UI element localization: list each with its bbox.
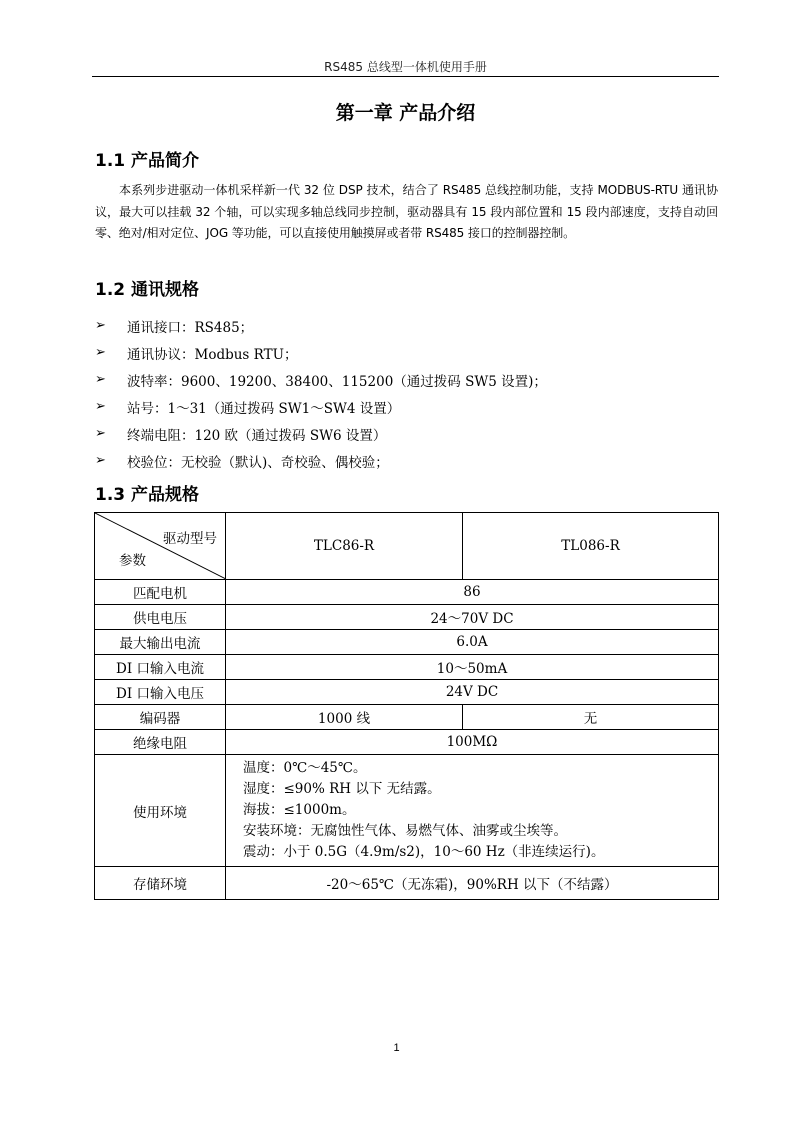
table-row [95, 867, 719, 900]
product-intro-paragraph: 本系列步进驱动一体机采样新一代 32 位 DSP 技术，结合了 RS485 总线控制功能，支持 MODBUS-RTU 通讯协议，最大可以挂载 32 个轴，可以实现多轴总线同步控制，驱动器具有 15 段内部位置和 15 段内部速度，支持自动回零、绝对/相对定位、JOG 等功能，可以直接使用触摸屏或者带 RS485 接口的控制器控制。 [95, 183, 718, 240]
list-item [95, 393, 547, 420]
row-label: 最大输出电流 [95, 630, 226, 655]
table-corner-cell [95, 513, 226, 580]
row-label: DI 口输入电压 [95, 680, 226, 705]
list-item-text: 终端电阻：120 欧（通过拨码 SW6 设置） [127, 427, 387, 444]
row-label: 编码器 [95, 705, 226, 730]
env-line: 温度：0℃～45℃。 [243, 760, 367, 776]
arrow-bullet-icon: ➢ [95, 426, 106, 441]
page-number: 1 [393, 1042, 400, 1054]
corner-label-model: 驱动型号 [163, 531, 217, 547]
row-value: 24～70V DC [226, 605, 719, 630]
arrow-bullet-icon: ➢ [95, 399, 106, 414]
table-row [95, 680, 719, 705]
product-spec-table [94, 512, 719, 900]
list-item-text: 通讯协议：Modbus RTU； [127, 346, 298, 363]
table-header-row [95, 513, 719, 580]
table-row [95, 730, 719, 755]
table-row [95, 755, 719, 867]
running-header: RS485 总线型一体机使用手册 [324, 60, 487, 74]
row-label: 供电电压 [95, 605, 226, 630]
list-item-text: 波特率：9600、19200、38400、115200（通过拨码 SW5 设置)； [127, 373, 547, 390]
model-header: TLC86-R [226, 513, 463, 580]
row-label: 匹配电机 [95, 580, 226, 605]
row-label: 绝缘电阻 [95, 730, 226, 755]
table-row [95, 580, 719, 605]
row-label: 存储环境 [95, 867, 226, 900]
row-value: 100MΩ [226, 730, 719, 755]
row-value: 无 [463, 705, 719, 730]
header-rule [92, 76, 719, 77]
row-label: DI 口输入电流 [95, 655, 226, 680]
section-heading-1-1: 1.1 产品简介 [95, 151, 200, 171]
table-row [95, 655, 719, 680]
arrow-bullet-icon: ➢ [95, 345, 106, 360]
table-row [95, 705, 719, 730]
list-item-text: 校验位：无校验（默认)、奇校验、偶校验； [127, 454, 389, 471]
row-value: 24V DC [226, 680, 719, 705]
row-value: 6.0A [226, 630, 719, 655]
table-row [95, 605, 719, 630]
chapter-title: 第一章 产品介绍 [335, 102, 476, 124]
communication-spec-list [95, 312, 547, 474]
row-value: 1000 线 [226, 705, 463, 730]
arrow-bullet-icon: ➢ [95, 372, 106, 387]
list-item-text: 通讯接口：RS485； [127, 319, 254, 336]
list-item [95, 366, 547, 393]
list-item [95, 339, 547, 366]
list-item [95, 447, 547, 474]
list-item [95, 420, 547, 447]
list-item [95, 312, 547, 339]
env-line: 安装环境：无腐蚀性气体、易燃气体、油雾或尘埃等。 [243, 823, 567, 839]
row-value: 86 [226, 580, 719, 605]
row-value: 10～50mA [226, 655, 719, 680]
arrow-bullet-icon: ➢ [95, 318, 106, 333]
model-header: TL086-R [463, 513, 719, 580]
table-row [95, 630, 719, 655]
env-line: 湿度：≤90% RH 以下 无结露。 [243, 781, 441, 797]
arrow-bullet-icon: ➢ [95, 453, 106, 468]
section-heading-1-3: 1.3 产品规格 [95, 485, 200, 505]
list-item-text: 站号：1～31（通过拨码 SW1～SW4 设置） [127, 400, 401, 417]
section-heading-1-2: 1.2 通讯规格 [95, 280, 200, 300]
env-line: 震动：小于 0.5G（4.9m/s2)，10～60 Hz（非连续运行)。 [243, 844, 605, 860]
env-line: 海拔：≤1000m。 [243, 802, 356, 818]
row-label: 使用环境 [95, 755, 226, 867]
environment-value [226, 755, 719, 867]
row-value: -20～65℃（无冻霜)，90%RH 以下（不结露） [226, 867, 719, 900]
corner-label-param: 参数 [119, 553, 146, 569]
